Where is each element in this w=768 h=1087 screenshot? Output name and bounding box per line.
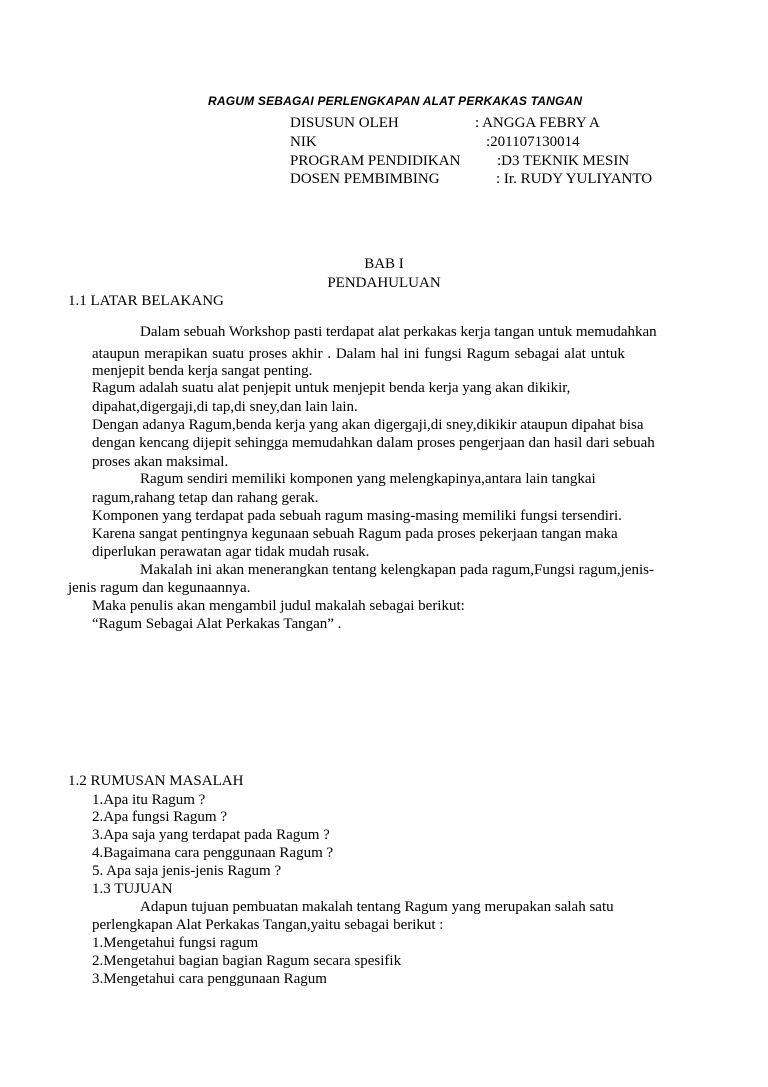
body-line: Maka penulis akan mengambil judul makalah sebagai berikut: xyxy=(92,598,465,614)
body-line: Ragum adalah suatu alat penjepit untuk menjepit benda kerja yang akan dikikir, xyxy=(92,380,571,396)
body-line: ataupun merapikan suatu proses akhir . Dalam hal ini fungsi Ragum sebagai alat untuk xyxy=(92,346,625,362)
body-line: jenis ragum dan kegunaannya. xyxy=(68,580,251,596)
body-line: ragum,rahang tetap dan rahang gerak. xyxy=(92,490,319,506)
meta-value-author: : ANGGA FEBRY A xyxy=(475,115,600,131)
list-item: 2.Mengetahui bagian bagian Ragum secara spesifik xyxy=(92,953,402,969)
meta-value-nik: :201107130014 xyxy=(486,134,580,150)
body-line: “Ragum Sebagai Alat Perkakas Tangan” . xyxy=(92,616,342,632)
meta-value-program: :D3 TEKNIK MESIN xyxy=(497,153,630,169)
body-line: Komponen yang terdapat pada sebuah ragum masing-masing memiliki fungsi tersendiri. xyxy=(92,508,622,524)
body-line: Dengan adanya Ragum,benda kerja yang akan digergaji,di sney,dikikir ataupun dipahat bisa xyxy=(92,417,644,433)
list-item: 3.Mengetahui cara penggunaan Ragum xyxy=(92,971,327,987)
section-heading-objective: 1.3 TUJUAN xyxy=(92,881,173,897)
list-item: 1.Mengetahui fungsi ragum xyxy=(92,935,259,951)
chapter-title: PENDAHULUAN xyxy=(327,275,441,291)
list-item: 5. Apa saja jenis-jenis Ragum ? xyxy=(92,863,282,879)
section-heading-problem: 1.2 RUMUSAN MASALAH xyxy=(68,773,244,789)
body-line: diperlukan perawatan agar tidak mudah rusak. xyxy=(92,544,370,560)
meta-label-program: PROGRAM PENDIDIKAN xyxy=(290,153,461,169)
body-line: Karena sangat pentingnya kegunaan sebuah Ragum pada proses pekerjaan tangan maka xyxy=(92,526,618,542)
body-line: proses akan maksimal. xyxy=(92,454,229,470)
document-title: RAGUM SEBAGAI PERLENGKAPAN ALAT PERKAKAS TANGAN xyxy=(208,94,583,108)
chapter-number: BAB I xyxy=(364,256,404,272)
body-line: Adapun tujuan pembuatan makalah tentang Ragum yang merupakan salah satu xyxy=(140,899,614,915)
meta-value-advisor: : Ir. RUDY YULIYANTO xyxy=(496,171,653,187)
section-heading-background: 1.1 LATAR BELAKANG xyxy=(68,293,224,309)
list-item: 1.Apa itu Ragum ? xyxy=(92,792,206,808)
body-line: Dalam sebuah Workshop pasti terdapat alat perkakas kerja tangan untuk memudahkan xyxy=(140,324,657,340)
body-line: menjepit benda kerja sangat penting. xyxy=(92,363,313,379)
body-line: dengan kencang dijepit sehingga memudahkan dalam proses pengerjaan dan hasil dari sebuah xyxy=(92,435,655,451)
body-line: Ragum sendiri memiliki komponen yang melengkapinya,antara lain tangkai xyxy=(140,471,596,487)
body-line: dipahat,digergaji,di tap,di sney,dan lain lain. xyxy=(92,399,358,415)
meta-label-nik: NIK xyxy=(290,134,317,150)
list-item: 2.Apa fungsi Ragum ? xyxy=(92,809,227,825)
list-item: 3.Apa saja yang terdapat pada Ragum ? xyxy=(92,827,330,843)
list-item: 4.Bagaimana cara penggunaan Ragum ? xyxy=(92,845,334,861)
meta-label-advisor: DOSEN PEMBIMBING xyxy=(290,171,440,187)
body-line: perlengkapan Alat Perkakas Tangan,yaitu sebagai berikut : xyxy=(92,917,444,933)
body-line: Makalah ini akan menerangkan tentang kelengkapan pada ragum,Fungsi ragum,jenis- xyxy=(140,562,654,578)
meta-label-author: DISUSUN OLEH xyxy=(290,115,399,131)
